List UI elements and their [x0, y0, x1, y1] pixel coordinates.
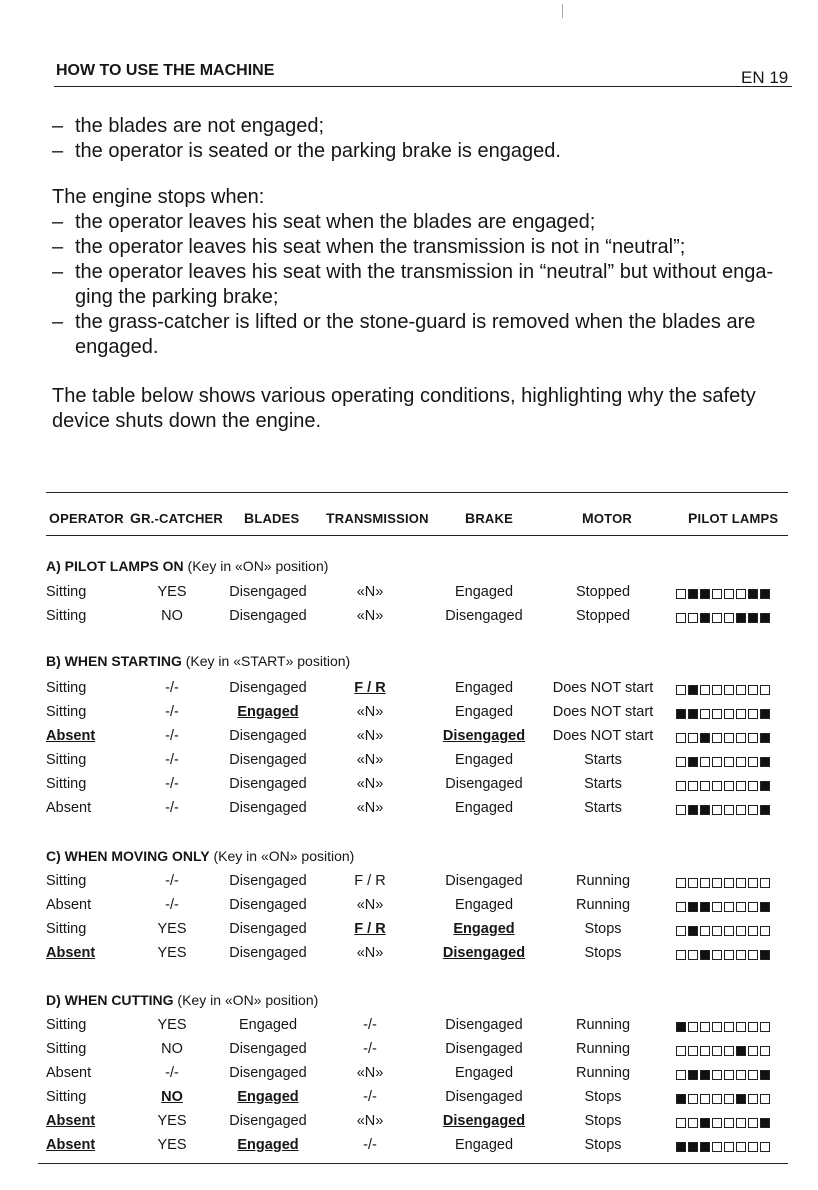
lamp-on-icon	[700, 1118, 710, 1128]
lamp-off-icon	[676, 781, 686, 791]
table-cell-mo: Running	[575, 897, 631, 913]
lamp-off-icon	[676, 685, 686, 695]
lamp-off-icon	[688, 1022, 698, 1032]
table-cell-tr: «N»	[356, 800, 384, 816]
table-cell-tr: «N»	[356, 897, 384, 913]
table-cell-bl: Engaged	[237, 1089, 299, 1105]
table-cell-bl: Disengaged	[229, 1041, 307, 1057]
lamp-off-icon	[724, 902, 734, 912]
lamp-off-icon	[712, 1046, 722, 1056]
table-cell-mo: Does NOT start	[552, 680, 654, 696]
table-cell-op: Sitting	[46, 1041, 87, 1057]
table-cell-op: Sitting	[46, 680, 87, 696]
lamp-on-icon	[676, 709, 686, 719]
column-header: BLADES	[244, 510, 300, 526]
table-cell-gc: -/-	[165, 776, 179, 792]
lamp-off-icon	[736, 1070, 746, 1080]
lamp-off-icon	[700, 1094, 710, 1104]
lamp-on-icon	[676, 1022, 686, 1032]
column-header: PILOT LAMPS	[688, 510, 779, 526]
lamp-off-icon	[748, 1070, 758, 1080]
table-cell-op: Absent	[46, 897, 92, 913]
lamp-off-icon	[760, 1142, 770, 1152]
lamp-off-icon	[724, 1046, 734, 1056]
table-cell-gc: NO	[161, 608, 183, 624]
lamp-off-icon	[748, 1118, 758, 1128]
lamp-off-icon	[736, 1118, 746, 1128]
table-cell-mo: Running	[575, 1041, 631, 1057]
table-cell-bl: Disengaged	[229, 776, 307, 792]
lamp-off-icon	[748, 781, 758, 791]
lamp-off-icon	[676, 589, 686, 599]
table-cell-tr: «N»	[356, 752, 384, 768]
lamp-off-icon	[712, 733, 722, 743]
lamp-off-icon	[676, 950, 686, 960]
lamp-off-icon	[712, 589, 722, 599]
header-rule	[54, 86, 792, 87]
table-cell-gc: NO	[161, 1089, 183, 1105]
table-cell-op: Absent	[46, 728, 96, 744]
lamp-off-icon	[688, 950, 698, 960]
lamp-on-icon	[688, 926, 698, 936]
lamp-off-icon	[760, 1094, 770, 1104]
table-cell-br: Disengaged	[445, 1089, 523, 1105]
lamp-off-icon	[760, 878, 770, 888]
table-cell-bl: Disengaged	[229, 1065, 307, 1081]
table-cell-op: Absent	[46, 1065, 92, 1081]
lamp-off-icon	[724, 1142, 734, 1152]
lamp-off-icon	[712, 685, 722, 695]
intro-bullet-1: – the blades are not engaged;	[52, 115, 325, 137]
table-cell-mo: Starts	[584, 752, 622, 768]
table-cell-mo: Does NOT start	[552, 704, 654, 720]
column-header: TRANSMISSION	[326, 510, 429, 526]
lamp-on-icon	[688, 1142, 698, 1152]
lamp-off-icon	[736, 757, 746, 767]
table-cell-gc: -/-	[165, 873, 179, 889]
lamp-on-icon	[736, 1046, 746, 1056]
lamp-off-icon	[688, 781, 698, 791]
pilot-lamps-indicator	[676, 613, 770, 623]
table-cell-op: Absent	[46, 800, 92, 816]
lamp-off-icon	[748, 902, 758, 912]
lamp-off-icon	[748, 757, 758, 767]
lamp-on-icon	[700, 589, 710, 599]
section-heading: C) WHEN MOVING ONLY (Key in «ON» position)	[46, 848, 355, 864]
lamp-off-icon	[724, 926, 734, 936]
table-cell-op: Absent	[46, 945, 96, 961]
table-cell-gc: YES	[157, 921, 187, 937]
lamp-off-icon	[700, 709, 710, 719]
table-cell-br: Engaged	[454, 1137, 514, 1153]
table-cell-op: Sitting	[46, 1017, 87, 1033]
lamp-off-icon	[712, 757, 722, 767]
table-cell-tr: «N»	[356, 945, 384, 961]
lamp-off-icon	[748, 1046, 758, 1056]
lamp-off-icon	[712, 1094, 722, 1104]
lamp-on-icon	[688, 709, 698, 719]
table-cell-br: Disengaged	[445, 776, 523, 792]
table-cell-mo: Starts	[584, 776, 622, 792]
table-cell-op: Sitting	[46, 776, 87, 792]
stop-bullet-3: – the operator leaves his seat with the transmission in “neutral” but without enga-ging the parking brake;	[52, 261, 774, 308]
scan-mark	[562, 4, 563, 18]
lamp-off-icon	[712, 1070, 722, 1080]
lamp-off-icon	[688, 1094, 698, 1104]
section-heading: D) WHEN CUTTING (Key in «ON» position)	[46, 992, 319, 1008]
pilot-lamps-indicator	[676, 757, 770, 767]
lamp-off-icon	[676, 1046, 686, 1056]
table-cell-tr: «N»	[356, 1113, 384, 1129]
page-number: EN 19	[741, 68, 789, 87]
lamp-on-icon	[760, 733, 770, 743]
lamp-off-icon	[724, 1094, 734, 1104]
lamp-off-icon	[736, 589, 746, 599]
lamp-off-icon	[748, 709, 758, 719]
table-cell-op: Sitting	[46, 1089, 87, 1105]
lamp-off-icon	[724, 709, 734, 719]
table-cell-br: Disengaged	[442, 1113, 526, 1129]
table-cell-bl: Disengaged	[229, 680, 307, 696]
stops-title: The engine stops when:	[52, 186, 265, 208]
table-cell-gc: NO	[161, 1041, 183, 1057]
table-cell-gc: YES	[157, 1113, 187, 1129]
lamp-off-icon	[724, 878, 734, 888]
column-header: OPERATOR	[49, 510, 124, 526]
table-cell-gc: YES	[157, 584, 187, 600]
table-cell-gc: -/-	[165, 1065, 179, 1081]
lamp-off-icon	[736, 878, 746, 888]
table-cell-gc: YES	[157, 945, 187, 961]
pilot-lamps-indicator	[676, 1070, 770, 1080]
lamp-off-icon	[700, 926, 710, 936]
lamp-on-icon	[748, 589, 758, 599]
table-cell-gc: -/-	[165, 704, 179, 720]
lamp-on-icon	[760, 805, 770, 815]
lamp-off-icon	[676, 757, 686, 767]
lamp-off-icon	[736, 733, 746, 743]
lamp-on-icon	[700, 902, 710, 912]
lamp-off-icon	[724, 589, 734, 599]
table-cell-bl: Disengaged	[229, 921, 307, 937]
table-cell-mo: Running	[575, 873, 631, 889]
table-cell-bl: Engaged	[237, 1137, 299, 1153]
table-cell-op: Sitting	[46, 873, 87, 889]
lamp-off-icon	[736, 1142, 746, 1152]
stop-bullet-2: – the operator leaves his seat when the transmission is not in “neutral”;	[52, 236, 686, 258]
lamp-on-icon	[760, 1070, 770, 1080]
table-top-rule	[46, 492, 788, 493]
table-cell-br: Engaged	[454, 1065, 514, 1081]
table-cell-bl: Engaged	[238, 1017, 298, 1033]
lamp-on-icon	[676, 1142, 686, 1152]
table-cell-bl: Disengaged	[229, 728, 307, 744]
pilot-lamps-indicator	[676, 926, 770, 936]
lamp-on-icon	[700, 950, 710, 960]
lamp-off-icon	[700, 685, 710, 695]
table-cell-mo: Stops	[584, 1113, 622, 1129]
lamp-off-icon	[760, 926, 770, 936]
table-cell-gc: YES	[157, 1137, 187, 1153]
table-cell-op: Absent	[46, 1113, 96, 1129]
table-cell-tr: -/-	[363, 1137, 377, 1153]
table-cell-br: Engaged	[454, 752, 514, 768]
lamp-off-icon	[748, 1142, 758, 1152]
table-cell-mo: Stops	[584, 945, 622, 961]
lamp-on-icon	[736, 1094, 746, 1104]
table-header-rule	[46, 535, 788, 536]
lamp-on-icon	[688, 589, 698, 599]
lamp-off-icon	[676, 805, 686, 815]
lamp-off-icon	[712, 613, 722, 623]
table-cell-tr: F / R	[354, 921, 386, 937]
table-cell-br: Engaged	[454, 704, 514, 720]
table-cell-tr: -/-	[363, 1041, 377, 1057]
lamp-off-icon	[724, 1022, 734, 1032]
lamp-off-icon	[748, 733, 758, 743]
pilot-lamps-indicator	[676, 709, 770, 719]
lamp-off-icon	[736, 926, 746, 936]
table-cell-tr: «N»	[356, 704, 384, 720]
table-cell-br: Engaged	[453, 921, 515, 937]
lamp-off-icon	[736, 950, 746, 960]
section-heading: A) PILOT LAMPS ON (Key in «ON» position)	[46, 558, 329, 574]
table-cell-tr: «N»	[356, 1065, 384, 1081]
pilot-lamps-indicator	[676, 685, 770, 695]
column-header: MOTOR	[582, 510, 632, 526]
section-title: HOW TO USE THE MACHINE	[56, 62, 275, 79]
table-cell-bl: Disengaged	[229, 897, 307, 913]
lamp-off-icon	[748, 1022, 758, 1032]
table-cell-br: Disengaged	[442, 945, 526, 961]
table-cell-tr: -/-	[363, 1017, 377, 1033]
table-cell-bl: Engaged	[237, 704, 299, 720]
table-cell-mo: Stops	[584, 1089, 622, 1105]
table-cell-br: Engaged	[454, 584, 514, 600]
lamp-on-icon	[760, 589, 770, 599]
lamp-off-icon	[724, 805, 734, 815]
lamp-off-icon	[676, 1118, 686, 1128]
lamp-on-icon	[700, 1070, 710, 1080]
lamp-on-icon	[760, 709, 770, 719]
lamp-off-icon	[748, 805, 758, 815]
pilot-lamps-indicator	[676, 950, 770, 960]
table-cell-bl: Disengaged	[229, 752, 307, 768]
table-bottom-rule	[38, 1163, 788, 1164]
table-cell-bl: Disengaged	[229, 608, 307, 624]
lamp-off-icon	[688, 1046, 698, 1056]
table-cell-op: Sitting	[46, 584, 87, 600]
lamp-off-icon	[724, 733, 734, 743]
lamp-on-icon	[760, 613, 770, 623]
lamp-off-icon	[700, 1022, 710, 1032]
lamp-on-icon	[736, 613, 746, 623]
pilot-lamps-indicator	[676, 878, 770, 888]
lamp-off-icon	[736, 685, 746, 695]
table-cell-tr: «N»	[356, 728, 384, 744]
pilot-lamps-indicator	[676, 733, 770, 743]
lamp-off-icon	[736, 1022, 746, 1032]
table-intro: The table below shows various operating conditions, highlighting why the safety device shuts down the engine.	[52, 385, 756, 432]
lamp-off-icon	[688, 613, 698, 623]
lamp-on-icon	[700, 1142, 710, 1152]
lamp-off-icon	[724, 757, 734, 767]
table-cell-tr: F / R	[354, 873, 386, 889]
lamp-off-icon	[748, 878, 758, 888]
lamp-off-icon	[724, 950, 734, 960]
table-cell-op: Absent	[46, 1137, 96, 1153]
table-cell-mo: Starts	[584, 800, 622, 816]
table-cell-gc: -/-	[165, 897, 179, 913]
lamp-off-icon	[724, 1070, 734, 1080]
table-cell-mo: Stopped	[575, 584, 631, 600]
pilot-lamps-indicator	[676, 1046, 770, 1056]
lamp-off-icon	[688, 878, 698, 888]
table-cell-tr: «N»	[356, 584, 384, 600]
lamp-off-icon	[724, 781, 734, 791]
table-cell-mo: Running	[575, 1065, 631, 1081]
lamp-off-icon	[700, 781, 710, 791]
lamp-off-icon	[748, 1094, 758, 1104]
table-cell-mo: Stopped	[575, 608, 631, 624]
table-cell-tr: -/-	[363, 1089, 377, 1105]
lamp-on-icon	[688, 757, 698, 767]
pilot-lamps-indicator	[676, 1118, 770, 1128]
pilot-lamps-indicator	[676, 1094, 770, 1104]
lamp-on-icon	[688, 685, 698, 695]
lamp-off-icon	[712, 950, 722, 960]
lamp-off-icon	[712, 878, 722, 888]
table-cell-mo: Running	[575, 1017, 631, 1033]
table-cell-br: Disengaged	[442, 728, 526, 744]
lamp-off-icon	[724, 613, 734, 623]
table-cell-br: Engaged	[454, 897, 514, 913]
lamp-on-icon	[760, 950, 770, 960]
table-cell-mo: Stops	[584, 921, 622, 937]
section-heading: B) WHEN STARTING (Key in «START» position)	[46, 653, 351, 669]
pilot-lamps-indicator	[676, 902, 770, 912]
column-header: BRAKE	[465, 510, 513, 526]
lamp-off-icon	[760, 685, 770, 695]
column-header: GR.-CATCHER	[130, 510, 224, 526]
table-cell-mo: Does NOT start	[552, 728, 654, 744]
table-cell-bl: Disengaged	[229, 945, 307, 961]
lamp-off-icon	[688, 733, 698, 743]
lamp-off-icon	[760, 1046, 770, 1056]
pilot-lamps-indicator	[676, 805, 770, 815]
lamp-off-icon	[736, 902, 746, 912]
pilot-lamps-indicator	[676, 1142, 770, 1152]
lamp-on-icon	[760, 902, 770, 912]
table-cell-gc: YES	[157, 1017, 187, 1033]
lamp-off-icon	[700, 878, 710, 888]
lamp-off-icon	[748, 950, 758, 960]
table-cell-op: Sitting	[46, 704, 87, 720]
table-cell-op: Sitting	[46, 608, 87, 624]
lamp-off-icon	[700, 1046, 710, 1056]
table-cell-mo: Stops	[584, 1137, 622, 1153]
lamp-off-icon	[676, 1070, 686, 1080]
table-cell-br: Disengaged	[445, 873, 523, 889]
table-cell-br: Disengaged	[445, 1041, 523, 1057]
lamp-off-icon	[700, 757, 710, 767]
lamp-on-icon	[700, 733, 710, 743]
table-cell-tr: «N»	[356, 776, 384, 792]
lamp-on-icon	[700, 613, 710, 623]
lamp-off-icon	[676, 902, 686, 912]
intro-bullet-2: – the operator is seated or the parking brake is engaged.	[52, 140, 561, 162]
lamp-on-icon	[688, 902, 698, 912]
lamp-off-icon	[748, 685, 758, 695]
lamp-off-icon	[676, 926, 686, 936]
table-cell-gc: -/-	[165, 800, 179, 816]
lamp-off-icon	[724, 685, 734, 695]
lamp-off-icon	[760, 1022, 770, 1032]
lamp-off-icon	[736, 805, 746, 815]
lamp-off-icon	[712, 709, 722, 719]
lamp-off-icon	[736, 781, 746, 791]
lamp-off-icon	[712, 805, 722, 815]
lamp-on-icon	[748, 613, 758, 623]
lamp-off-icon	[712, 781, 722, 791]
table-cell-br: Engaged	[454, 680, 514, 696]
stop-bullet-1: – the operator leaves his seat when the blades are engaged;	[52, 211, 596, 233]
lamp-off-icon	[736, 709, 746, 719]
pilot-lamps-indicator	[676, 589, 770, 599]
lamp-off-icon	[712, 902, 722, 912]
lamp-off-icon	[748, 926, 758, 936]
table-cell-br: Disengaged	[445, 608, 523, 624]
lamp-off-icon	[712, 1022, 722, 1032]
lamp-on-icon	[760, 757, 770, 767]
lamp-on-icon	[688, 805, 698, 815]
table-cell-bl: Disengaged	[229, 584, 307, 600]
lamp-on-icon	[676, 1094, 686, 1104]
table-cell-br: Engaged	[454, 800, 514, 816]
pilot-lamps-indicator	[676, 781, 770, 791]
pilot-lamps-indicator	[676, 1022, 770, 1032]
lamp-off-icon	[676, 613, 686, 623]
table-cell-op: Sitting	[46, 752, 87, 768]
lamp-on-icon	[760, 781, 770, 791]
table-cell-tr: «N»	[356, 608, 384, 624]
lamp-off-icon	[712, 926, 722, 936]
lamp-off-icon	[676, 733, 686, 743]
lamp-on-icon	[688, 1070, 698, 1080]
lamp-off-icon	[712, 1142, 722, 1152]
table-cell-gc: -/-	[165, 728, 179, 744]
table-cell-bl: Disengaged	[229, 1113, 307, 1129]
lamp-on-icon	[700, 805, 710, 815]
table-cell-bl: Disengaged	[229, 800, 307, 816]
table-cell-gc: -/-	[165, 752, 179, 768]
stop-bullet-4: – the grass-catcher is lifted or the stone-guard is removed when the blades are engaged.	[52, 311, 756, 358]
lamp-off-icon	[712, 1118, 722, 1128]
table-cell-tr: F / R	[354, 680, 386, 696]
table-cell-gc: -/-	[165, 680, 179, 696]
lamp-off-icon	[688, 1118, 698, 1128]
table-cell-bl: Disengaged	[229, 873, 307, 889]
lamp-off-icon	[724, 1118, 734, 1128]
lamp-on-icon	[760, 1118, 770, 1128]
table-cell-op: Sitting	[46, 921, 87, 937]
lamp-off-icon	[676, 878, 686, 888]
table-cell-br: Disengaged	[445, 1017, 523, 1033]
